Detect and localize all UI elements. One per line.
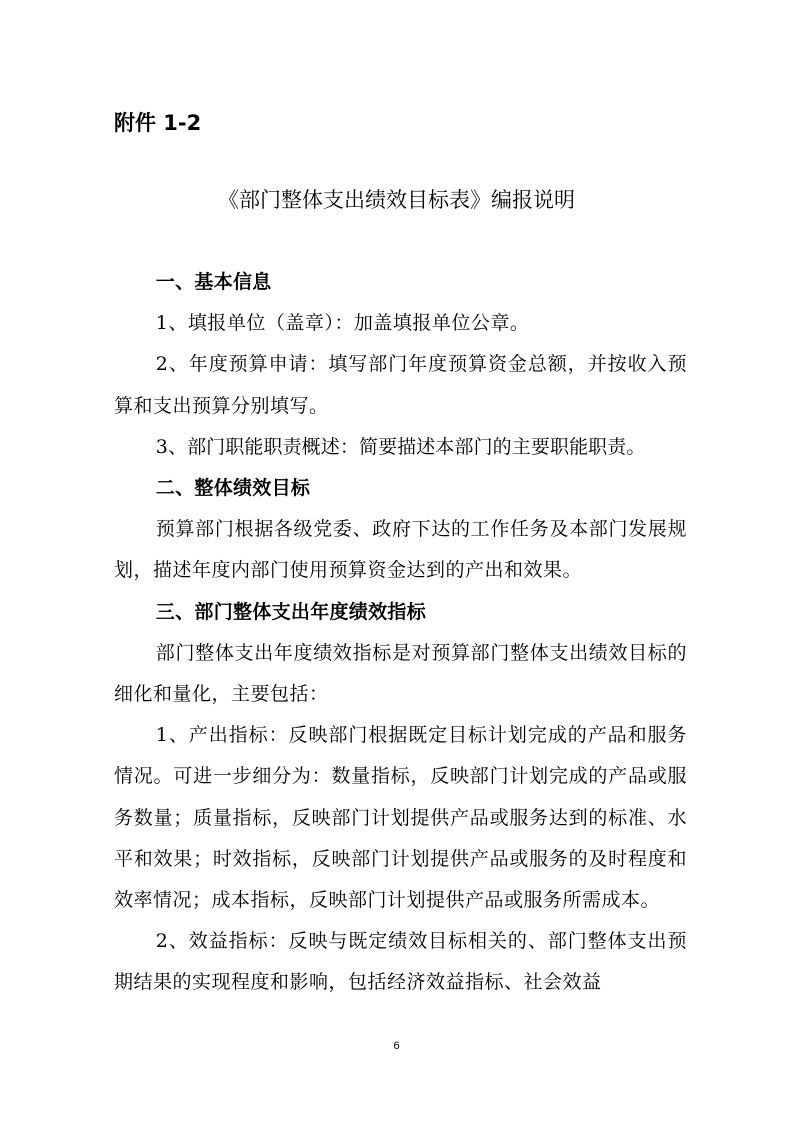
- paragraph-output-indicators: 1、产出指标：反映部门根据既定目标计划完成的产品和服务情况。可进一步细分为：数量指标，反映部门计划完成的产品或服务数量；质量指标，反映部门计划提供产品或服务达到的标准、水平和效果；时效指标，反映部门计划提供产品或服务的及时程度和效率情况；成本指标，反映部门计划提供产品或服务所需成本。: [114, 724, 687, 912]
- paragraph-annual-budget: 2、年度预算申请：填写部门年度预算资金总额，并按收入预算和支出预算分别填写。: [114, 353, 687, 417]
- section-heading-annual-indicators: 三、部门整体支出年度绩效指标: [155, 600, 426, 623]
- document-title: 《部门整体支出绩效目标表》编报说明: [218, 188, 575, 212]
- paragraph-benefit-indicators: 2、效益指标：反映与既定绩效目标相关的、部门整体支出预期结果的实现程度和影响，包括经济效益指标、社会效益: [114, 930, 687, 994]
- section-heading-overall-goals: 二、整体绩效目标: [155, 477, 311, 500]
- attachment-label: 附件 1-2: [114, 111, 202, 135]
- paragraph-filling-unit: 1、填报单位（盖章）：加盖填报单位公章。: [155, 312, 530, 335]
- paragraph-department-duties: 3、部门职能职责概述：简要描述本部门的主要职能职责。: [155, 435, 646, 458]
- section-heading-basic-info: 一、基本信息: [155, 271, 272, 293]
- paragraph-overall-goals: 预算部门根据各级党委、政府下达的工作任务及本部门发展规划，描述年度内部门使用预算资金达到的产出和效果。: [114, 518, 687, 582]
- page-number: 6: [393, 1040, 400, 1052]
- paragraph-indicators-intro: 部门整体支出年度绩效指标是对预算部门整体支出绩效目标的细化和量化，主要包括：: [114, 641, 687, 706]
- document-body: [114, 262, 687, 1004]
